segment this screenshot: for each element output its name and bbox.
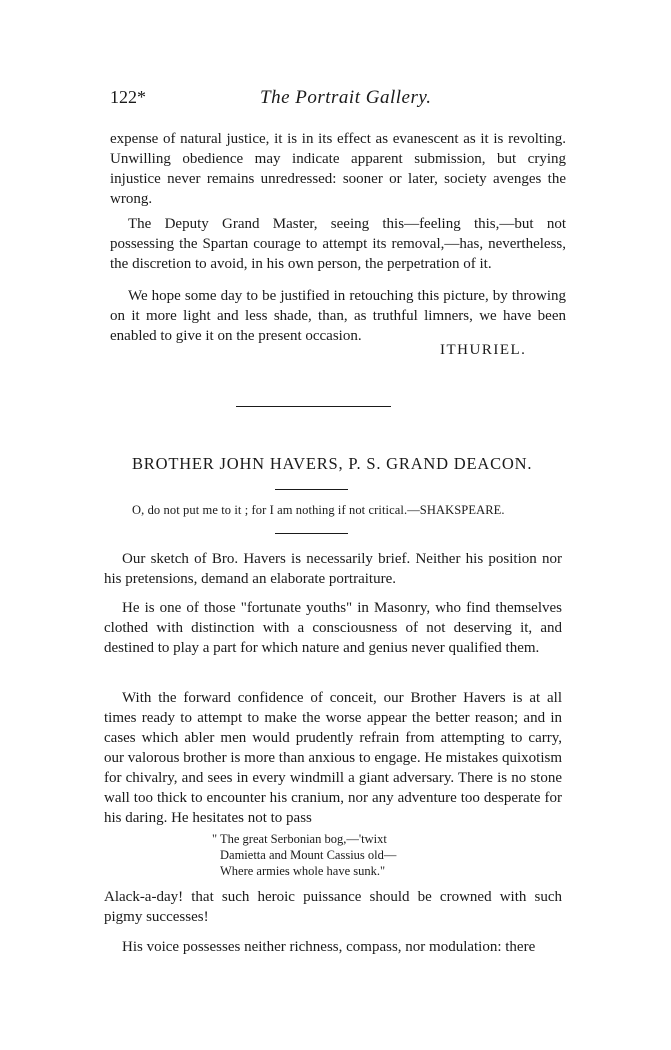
verse-quotation xyxy=(212,831,396,879)
epigraph-quote: O, do not put me to it ; for I am nothing if not critical.—SHAKSPEARE. xyxy=(132,503,505,517)
paragraph-forward-confidence: With the forward confidence of conceit, our Brother Havers is at all times ready to attempt to make the worse appear the better reason; and in cases which abler men would prudently refrain from attempting to carry, our valorous brother is more than anxious to engage. He mistakes quixotism for chivalry, and sees in every windmill a giant adversary. There is no stone wall too thick to encounter his cranium, nor any adventure too desperate for his daring. He hesitates not to pass xyxy=(104,690,562,826)
verse-line: " The great Serbonian bog,—'twixt xyxy=(212,832,387,846)
paragraph-alack-a-day: Alack-a-day! that such heroic puissance should be crowned with such pigmy successes! xyxy=(104,889,562,925)
running-title: The Portrait Gallery. xyxy=(260,87,432,108)
signature-ithuriel: ITHURIEL. xyxy=(440,342,527,358)
epigraph-rule-bottom xyxy=(275,533,348,534)
paragraph-fortunate-youths: He is one of those "fortunate youths" in Masonry, who find themselves clothed with distinction with a consciousness of not deserving it, and destined to play a part for which nature and genius never qualified them. xyxy=(104,600,562,656)
paragraph-justice: expense of natural justice, it is in its effect as evanescent as it is revolting. Unwilling obedience may indicate apparent submission, but crying injustice never remains unredressed: sooner or later, society avenges the wrong. xyxy=(110,131,566,207)
page-number: 122* xyxy=(110,87,146,107)
page-header xyxy=(110,87,570,111)
paragraph-deputy-grand-master: The Deputy Grand Master, seeing this—feeling this,—but not possessing the Spartan courage to attempt its removal,—has, nevertheless, the discretion to avoid, in his own person, the perpetration of it. xyxy=(110,216,566,272)
section-heading: BROTHER JOHN HAVERS, P. S. GRAND DEACON. xyxy=(132,454,533,473)
epigraph-rule-top xyxy=(275,489,348,490)
paragraph-sketch: Our sketch of Bro. Havers is necessarily brief. Neither his position nor his pretensions, demand an elaborate portraiture. xyxy=(104,551,562,587)
verse-line: Where armies whole have sunk." xyxy=(220,864,386,878)
paragraph-voice: His voice possesses neither richness, compass, nor modulation: there xyxy=(122,939,536,955)
verse-line: Damietta and Mount Cassius old— xyxy=(220,848,397,862)
paragraph-retouching: We hope some day to be justified in retouching this picture, by throwing on it more light and less shade, than, as truthful limners, we have been enabled to give it on the present occasion. xyxy=(110,288,566,344)
section-divider xyxy=(236,406,391,407)
